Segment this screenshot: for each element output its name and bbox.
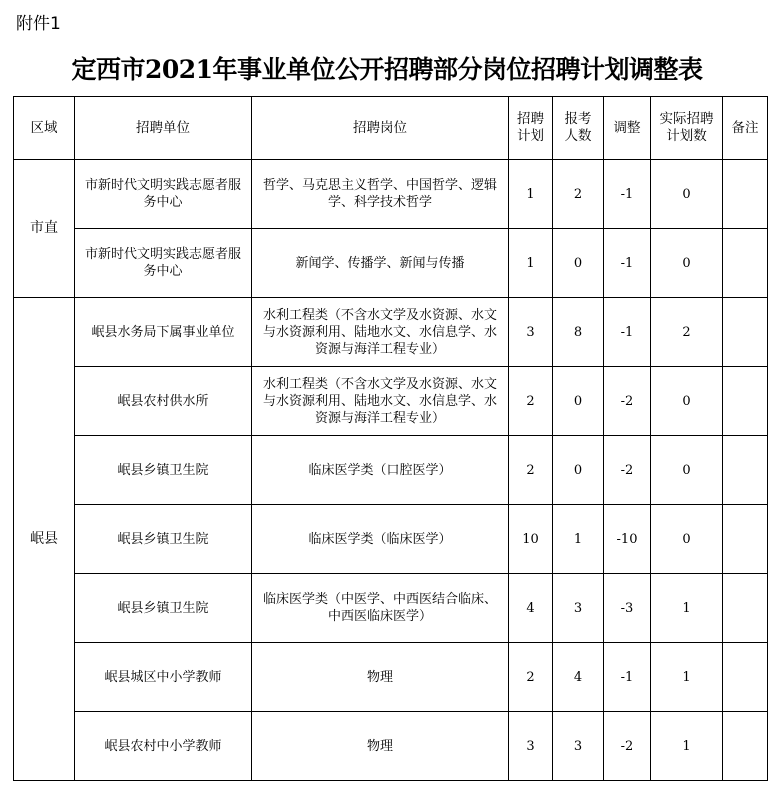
position-cell: 临床医学类（临床医学） <box>252 505 509 574</box>
plan-cell: 2 <box>509 436 553 505</box>
adjust-cell: -1 <box>604 229 651 298</box>
table-row <box>14 229 768 298</box>
header-position: 招聘岗位 <box>252 97 509 160</box>
remark-cell <box>723 505 768 574</box>
unit-cell: 岷县乡镇卫生院 <box>75 505 252 574</box>
unit-cell: 岷县农村中小学教师 <box>75 712 252 781</box>
table-row <box>14 436 768 505</box>
position-cell: 物理 <box>252 643 509 712</box>
unit-cell: 岷县乡镇卫生院 <box>75 436 252 505</box>
header-actual: 实际招聘计划数 <box>651 97 723 160</box>
position-cell: 水利工程类（不含水文学及水资源、水文与水资源利用、陆地水文、水信息学、水资源与海洋工程专业） <box>252 298 509 367</box>
remark-cell <box>723 643 768 712</box>
adjust-cell: -2 <box>604 367 651 436</box>
position-cell: 新闻学、传播学、新闻与传播 <box>252 229 509 298</box>
actual-cell: 0 <box>651 367 723 436</box>
table-row <box>14 505 768 574</box>
plan-cell: 4 <box>509 574 553 643</box>
table-row <box>14 367 768 436</box>
remark-cell <box>723 436 768 505</box>
remark-cell <box>723 298 768 367</box>
adjust-cell: -1 <box>604 643 651 712</box>
unit-cell: 市新时代文明实践志愿者服务中心 <box>75 229 252 298</box>
header-plan: 招聘计划 <box>509 97 553 160</box>
adjust-cell: -1 <box>604 160 651 229</box>
applicants-cell: 8 <box>553 298 604 367</box>
actual-cell: 0 <box>651 229 723 298</box>
adjust-cell: -3 <box>604 574 651 643</box>
actual-cell: 0 <box>651 436 723 505</box>
unit-cell: 市新时代文明实践志愿者服务中心 <box>75 160 252 229</box>
remark-cell <box>723 160 768 229</box>
adjust-cell: -10 <box>604 505 651 574</box>
recruitment-adjustment-table <box>13 96 768 781</box>
header-adjust: 调整 <box>604 97 651 160</box>
table-row <box>14 643 768 712</box>
header-remark: 备注 <box>723 97 768 160</box>
header-region: 区域 <box>14 97 75 160</box>
table-row <box>14 712 768 781</box>
remark-cell <box>723 229 768 298</box>
region-cell: 市直 <box>14 160 75 298</box>
applicants-cell: 4 <box>553 643 604 712</box>
position-cell: 哲学、马克思主义哲学、中国哲学、逻辑学、科学技术哲学 <box>252 160 509 229</box>
plan-cell: 2 <box>509 367 553 436</box>
table-row <box>14 160 768 229</box>
adjust-cell: -1 <box>604 298 651 367</box>
unit-cell: 岷县水务局下属事业单位 <box>75 298 252 367</box>
position-cell: 临床医学类（中医学、中西医结合临床、中西医临床医学） <box>252 574 509 643</box>
actual-cell: 0 <box>651 505 723 574</box>
applicants-cell: 3 <box>553 574 604 643</box>
actual-cell: 0 <box>651 160 723 229</box>
plan-cell: 1 <box>509 160 553 229</box>
plan-cell: 2 <box>509 643 553 712</box>
position-cell: 水利工程类（不含水文学及水资源、水文与水资源利用、陆地水文、水信息学、水资源与海洋工程专业） <box>252 367 509 436</box>
plan-cell: 3 <box>509 712 553 781</box>
actual-cell: 1 <box>651 643 723 712</box>
page-title: 定西市2021年事业单位公开招聘部分岗位招聘计划调整表 <box>71 55 703 84</box>
region-cell: 岷县 <box>14 298 75 781</box>
attachment-label: 附件1 <box>16 14 61 34</box>
applicants-cell: 2 <box>553 160 604 229</box>
actual-cell: 1 <box>651 574 723 643</box>
header-applicants: 报考人数 <box>553 97 604 160</box>
table-row <box>14 298 768 367</box>
plan-cell: 1 <box>509 229 553 298</box>
position-cell: 物理 <box>252 712 509 781</box>
header-unit: 招聘单位 <box>75 97 252 160</box>
applicants-cell: 1 <box>553 505 604 574</box>
remark-cell <box>723 574 768 643</box>
remark-cell <box>723 367 768 436</box>
applicants-cell: 3 <box>553 712 604 781</box>
adjust-cell: -2 <box>604 712 651 781</box>
actual-cell: 1 <box>651 712 723 781</box>
remark-cell <box>723 712 768 781</box>
unit-cell: 岷县乡镇卫生院 <box>75 574 252 643</box>
table-row <box>14 574 768 643</box>
unit-cell: 岷县城区中小学教师 <box>75 643 252 712</box>
actual-cell: 2 <box>651 298 723 367</box>
position-cell: 临床医学类（口腔医学） <box>252 436 509 505</box>
applicants-cell: 0 <box>553 436 604 505</box>
adjust-cell: -2 <box>604 436 651 505</box>
plan-cell: 3 <box>509 298 553 367</box>
applicants-cell: 0 <box>553 229 604 298</box>
header-row <box>14 97 768 160</box>
unit-cell: 岷县农村供水所 <box>75 367 252 436</box>
applicants-cell: 0 <box>553 367 604 436</box>
plan-cell: 10 <box>509 505 553 574</box>
